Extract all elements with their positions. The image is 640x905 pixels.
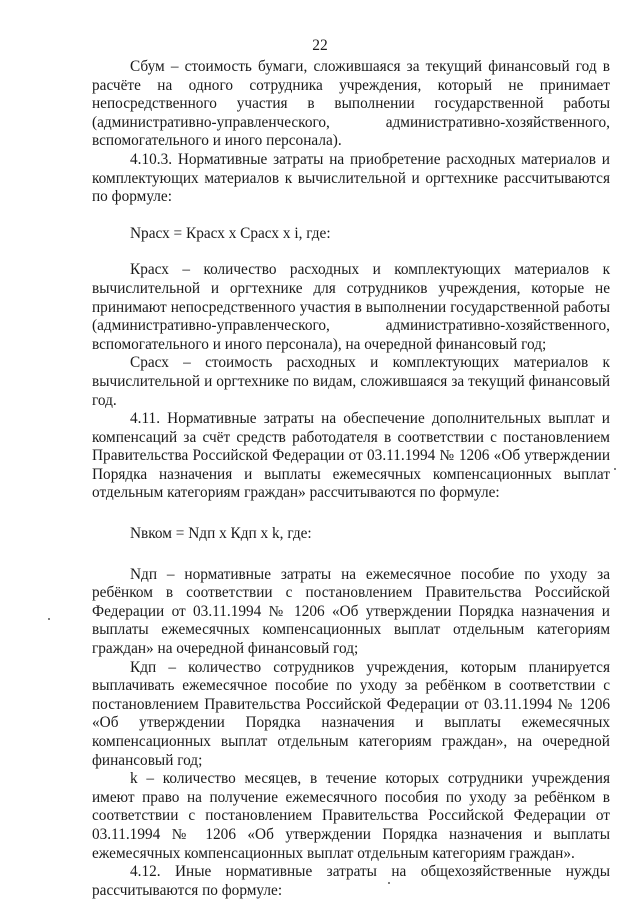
paragraph-sbum-definition: Сбум – стоимость бумаги, сложившаяся за текущий финансовый год в расчёте на одного сотрудника учреждения, который не принимает непосредственного участия в выполнении государственной работы (административно-управленческого, административно-хозяйственного, вспомогательного и иного персонала). <box>92 58 610 150</box>
spacer <box>92 243 610 261</box>
formula-nrash: Nрасх = Красх x Срасх x i, где: <box>130 224 331 242</box>
paragraph-4-12: 4.12. Иные нормативные затраты на общехозяйственные нужды рассчитываются по формуле: <box>92 863 610 899</box>
paragraph-srash-definition: Срасх – стоимость расходных и комплектующих материалов к вычислительной и оргтехнике по видам, сложившаяся за текущий финансовый год. <box>92 354 610 409</box>
spacer <box>92 503 610 525</box>
spacer <box>92 544 610 566</box>
paragraph-kdp-definition: Кдп – количество сотрудников учреждения, которым планируется выплачивать ежемесячное пособие по уходу за ребёнком в соответствии с постановлением Правительства Российской Федерации от 03.11.1994 № 1206 «Об утверждении Порядка назначения и выплаты ежемесячных компенсационных выплат отдельным категориям граждан», на очередной финансовый год; <box>92 658 610 769</box>
page-number: 22 <box>312 37 328 54</box>
scan-speck <box>388 882 390 884</box>
spacer <box>92 207 610 225</box>
paragraph-krash-definition: Красх – количество расходных и комплектующих материалов к вычислительной и оргтехнике для сотрудников учреждения, которые не принимают непосредственного участия в выполнении государственной работы (административно-управленческого, административно-хозяйственного, вспомогательного и иного персонала), на очередной финансовый год; <box>92 261 610 353</box>
paragraph-k-definition: k – количество месяцев, в течение которых сотрудники учреждения имеют право на получение ежемесячного пособия по уходу за ребёнком в соответствии с постановлением Правительства Российской Федерации от 03.11.1994 № 1206 «Об утверждении Порядка назначения и выплаты ежемесячных компенсационных выплат отдельным категориям граждан». <box>92 770 610 862</box>
paragraph-ndp-definition: Nдп – нормативные затраты на ежемесячное пособие по уходу за ребёнком в соответствии с постановлением Правительства Российской Федерации от 03.11.1994 № 1206 «Об утверждении Порядка назначения и выплаты ежемесячных компенсационных выплат отдельным категориям граждан» на очередной финансовый год; <box>92 565 610 658</box>
paragraph-4-11: 4.11. Нормативные затраты на обеспечение дополнительных выплат и компенсаций за счёт средств работодателя в соответствии с постановлением Правительства Российской Федерации от 03.11.1994 № 1206 «Об утверждении Порядка назначения и выплаты ежемесячных компенсационных выплат отдельным категориям граждан» рассчитываются по формуле: <box>92 410 610 502</box>
document-body <box>92 58 610 900</box>
paragraph-4-10-3: 4.10.3. Нормативные затраты на приобретение расходных материалов и комплектующих материалов к вычислительной и оргтехнике рассчитываются по формуле: <box>92 150 610 206</box>
formula-nvkom: Nвком = Nдп x Кдп x k, где: <box>130 525 312 543</box>
scan-speck <box>614 468 616 470</box>
scan-speck <box>48 618 50 620</box>
